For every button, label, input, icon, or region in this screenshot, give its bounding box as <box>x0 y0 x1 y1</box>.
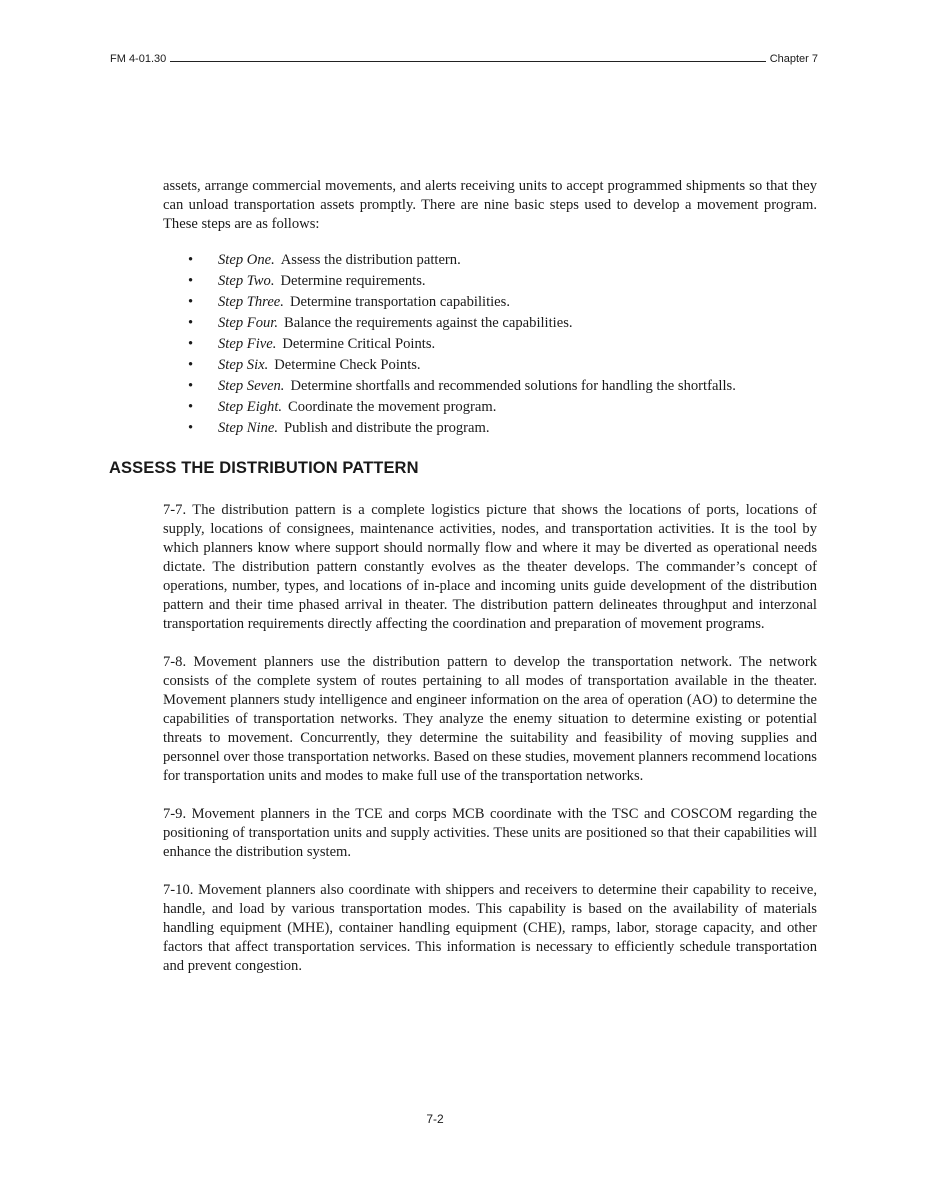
list-item: • Step Five. Determine Critical Points. <box>163 334 817 355</box>
list-item: • Step One. Assess the distribution pattern. <box>163 250 817 271</box>
paragraph-7-10: 7-10. Movement planners also coordinate with shippers and receivers to determine their capability to receive, handle, and load by various transportation modes. This capability is based on the availability of materials handling equipment (MHE), container handling equipment (CHE), ramps, labor, storage capacity, and other factors that affect transportation services. This information is necessary to efficiently schedule transportation and prevent congestion. <box>163 882 817 974</box>
section-body <box>163 501 817 995</box>
page-number: 7-2 <box>426 1112 444 1126</box>
paragraph-7-8: 7-8. Movement planners use the distribution pattern to develop the transportation network. The network consists of the complete system of routes pertaining to all modes of transportation available in the theater. Movement planners study intelligence and engineer information on the area of operation (AO) to determine the capabilities of transportation networks. They analyze the enemy situation to determine existing or potential threats to movement. Concurrently, they determine the suitability and feasibility of moving supplies and personnel over those transportation networks. Based on these studies, movement planners recommend locations for transportation units and modes to make full use of the transportation networks. <box>163 654 817 784</box>
bullet-icon: • <box>188 420 194 436</box>
bullet-icon: • <box>188 378 194 394</box>
list-item: • Step Two. Determine requirements. <box>163 271 817 292</box>
bullet-icon: • <box>188 357 194 373</box>
section-heading: ASSESS THE DISTRIBUTION PATTERN <box>109 459 419 477</box>
list-item: • Step Seven. Determine shortfalls and recommended solutions for handling the shortfalls. <box>163 376 817 397</box>
bullet-icon: • <box>188 294 194 310</box>
steps-list <box>163 250 817 439</box>
bullet-icon: • <box>188 252 194 268</box>
bullet-icon: • <box>188 315 194 331</box>
header-rule <box>170 61 765 62</box>
bullet-icon: • <box>188 399 194 415</box>
header-manual-number: FM 4-01.30 <box>110 53 167 65</box>
list-item: • Step Eight. Coordinate the movement program. <box>163 397 817 418</box>
running-header <box>110 53 818 65</box>
list-item: • Step Three. Determine transportation capabilities. <box>163 292 817 313</box>
list-item: • Step Four. Balance the requirements against the capabilities. <box>163 313 817 334</box>
paragraph-7-9: 7-9. Movement planners in the TCE and corps MCB coordinate with the TSC and COSCOM regarding the positioning of transportation units and supply activities. These units are positioned so that their capabilities will enhance the distribution system. <box>163 806 817 860</box>
list-item: • Step Six. Determine Check Points. <box>163 355 817 376</box>
header-chapter: Chapter 7 <box>769 53 818 65</box>
bullet-icon: • <box>188 336 194 352</box>
list-item: • Step Nine. Publish and distribute the program. <box>163 418 817 439</box>
bullet-icon: • <box>188 273 194 289</box>
intro-paragraph: assets, arrange commercial movements, and alerts receiving units to accept programmed shipments so that they can unload transportation assets promptly. There are nine basic steps used to develop a movement program. These steps are as follows: <box>163 178 817 232</box>
intro-section <box>163 177 817 439</box>
paragraph-7-7: 7-7. The distribution pattern is a complete logistics picture that shows the locations of ports, locations of supply, locations of consignees, maintenance activities, nodes, and transportation activities. It is the tool by which planners know where support should normally flow and where it may be diverted as operational needs dictate. The distribution pattern constantly evolves as the theater develops. The commander’s concept of operations, number, types, and locations of in-place and incoming units guide development of the distribution pattern and their time phased arrival in theater. The distribution pattern delineates throughput and interzonal transportation requirements directly affecting the coordination and preparation of movement programs. <box>163 502 817 632</box>
